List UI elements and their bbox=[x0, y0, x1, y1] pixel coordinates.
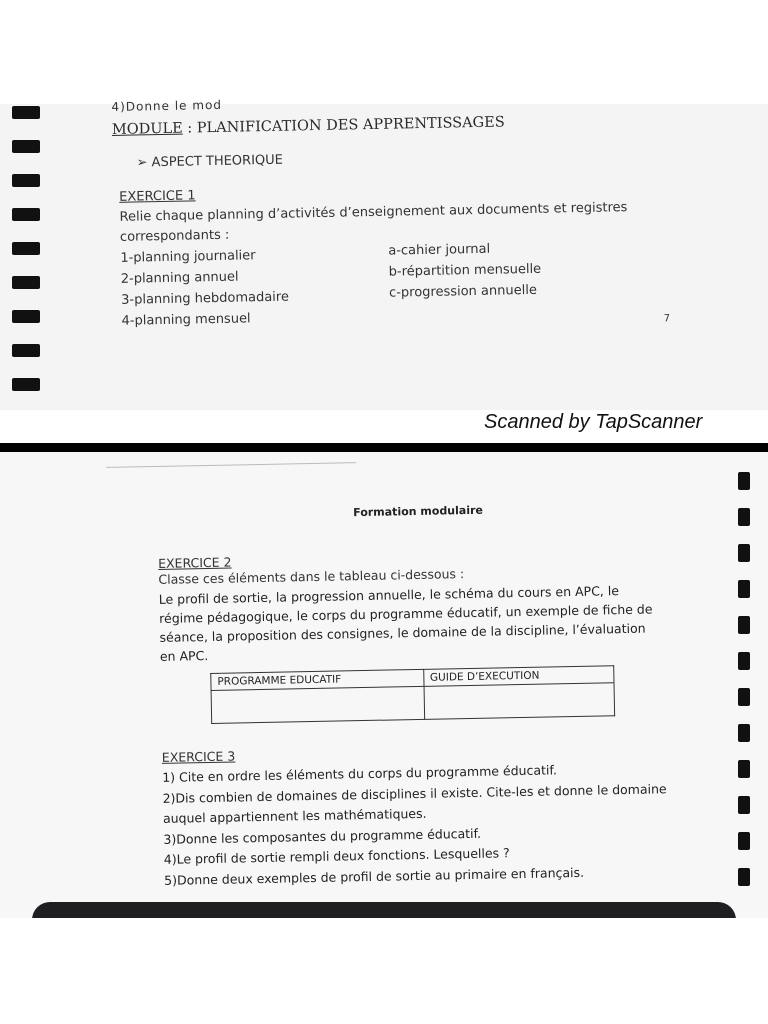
exercise-1-instruction: Relie chaque planning d’activités d’enseignement aux documents et registres correspondants : bbox=[119, 200, 628, 245]
question-list bbox=[162, 758, 704, 891]
list-item: 1-planning journalier bbox=[120, 248, 256, 266]
cut-off-text: 4)Donne le mod bbox=[111, 97, 223, 114]
page-header: Formation modulaire bbox=[353, 503, 484, 520]
question-item: 5)Donne deux exemples de profil de sortie au primaire en français. bbox=[164, 864, 585, 888]
aspect-text: ASPECT THEORIQUE bbox=[151, 152, 284, 171]
scanner-watermark: Scanned by TapScanner bbox=[484, 411, 703, 433]
list-item: c-progression annuelle bbox=[388, 282, 538, 301]
document-list bbox=[388, 238, 542, 304]
planning-list bbox=[120, 245, 289, 332]
exercise-2-title: EXERCICE 2 bbox=[157, 554, 232, 571]
question-item: 2)Dis combien de domaines de disciplines il existe. Cite-les et donne le domaine auquel appartiennent les mathématiques. bbox=[162, 780, 667, 826]
aspect-heading bbox=[136, 153, 283, 171]
exercise-3-title: EXERCICE 3 bbox=[161, 748, 236, 765]
list-item: a-cahier journal bbox=[388, 241, 491, 259]
exercise-1-title: EXERCICE 1 bbox=[119, 188, 196, 205]
exercise-2-text: Le profil de sortie, la progression annuelle, le schéma du cours en APC, le régime pédagogique, le corps du programme éducatif, un exemple de fiche de séance, la proposition des consignes, le domaine de la discipline, l’évaluation en APC. bbox=[158, 583, 653, 664]
module-heading: : PLANIFICATION DES APPRENTISSAGES bbox=[182, 114, 505, 137]
list-item: 4-planning mensuel bbox=[121, 311, 251, 329]
list-item: 3-planning hebdomadaire bbox=[121, 289, 290, 308]
divider bbox=[106, 462, 356, 468]
list-item: b-répartition mensuelle bbox=[388, 261, 542, 280]
question-item: 3)Donne les composantes du programme éducatif. bbox=[163, 825, 482, 847]
arrow-bullet-icon: ➢ bbox=[136, 155, 148, 171]
scan-page-2 bbox=[0, 452, 768, 918]
bottom-blank-area bbox=[0, 918, 768, 1024]
classification-table bbox=[210, 665, 615, 724]
table-cell bbox=[211, 686, 424, 723]
table-cell bbox=[424, 683, 615, 720]
question-item: 4)Le profil de sortie rempli deux fonctions. Lesquelles ? bbox=[163, 845, 510, 867]
table-header-guide: GUIDE D’EXECUTION bbox=[423, 666, 614, 687]
exercise-2-instruction: Classe ces éléments dans le tableau ci-dessous : bbox=[158, 566, 465, 587]
table-header-programme: PROGRAMME EDUCATIF bbox=[211, 669, 424, 690]
module-title bbox=[112, 114, 505, 138]
module-label: MODULE bbox=[111, 120, 183, 138]
question-item: 1) Cite en ordre les éléments du corps du programme éducatif. bbox=[162, 762, 558, 785]
page-number: 7 bbox=[663, 313, 671, 325]
scan-page-1 bbox=[0, 97, 768, 410]
list-item: 2-planning annuel bbox=[120, 269, 239, 287]
